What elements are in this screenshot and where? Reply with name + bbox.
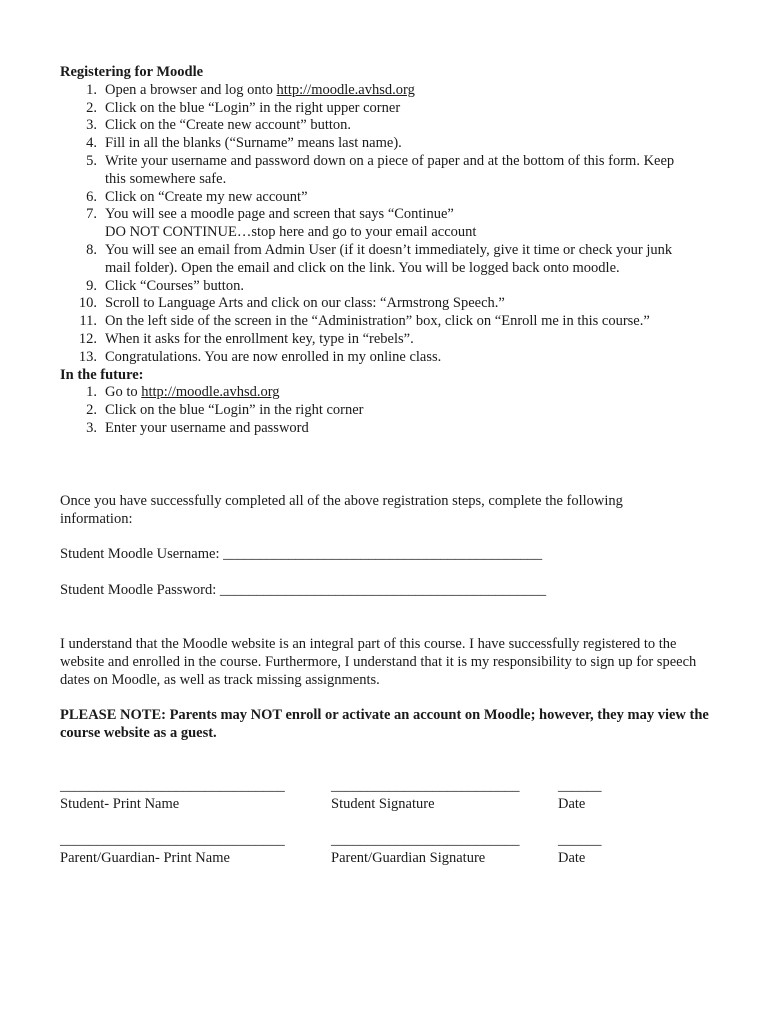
step-text: Write your username and password down on a piece of paper and at the bottom of this form. Keep this somewhere safe. (105, 152, 675, 187)
step-text: Click on the “Create new account” button. (105, 117, 352, 134)
parent-signature-block (331, 832, 520, 868)
list-item (60, 117, 720, 135)
parent-date-block (558, 832, 602, 868)
list-item (60, 295, 720, 313)
list-item (60, 420, 720, 438)
step-number: 6. (86, 188, 97, 205)
parent-signature-label: Parent/Guardian Signature (331, 849, 486, 866)
moodle-link[interactable]: http://moodle.avhsd.org (141, 384, 280, 401)
step-number: 10. (78, 295, 97, 312)
registering-steps (60, 82, 720, 367)
student-signature-block (331, 778, 520, 814)
step-text: You will see a moodle page and screen that says “Continue” (105, 206, 454, 223)
step-number: 1. (86, 384, 97, 401)
future-steps (60, 384, 720, 437)
list-item (60, 402, 720, 420)
list-item (60, 349, 720, 367)
step-number: 3. (86, 117, 97, 134)
step-text: Click on the blue “Login” in the right upper corner (105, 99, 401, 116)
signature-line[interactable]: ______ (558, 832, 602, 848)
step-text: Click “Courses” button. (105, 277, 244, 294)
list-item (60, 135, 720, 153)
step-number: 2. (86, 99, 97, 116)
student-name-label: Student- Print Name (60, 795, 180, 812)
list-item (60, 278, 720, 296)
list-item (60, 313, 720, 331)
parent-name-label: Parent/Guardian- Print Name (60, 849, 230, 866)
step-number: 1. (86, 81, 97, 98)
step-number: 11. (79, 313, 97, 330)
step-text: Congratulations. You are now enrolled in my online class. (105, 348, 442, 365)
completion-intro: Once you have successfully completed all of the above registration steps, complete the following information: (60, 493, 623, 527)
username-field[interactable]: Student Moodle Username: ____________________________________________ (60, 546, 543, 562)
step-number: 2. (86, 402, 97, 419)
signature-line[interactable]: _______________________________ (60, 778, 285, 794)
step-text: Go to (105, 384, 142, 401)
step-warning: DO NOT CONTINUE…stop here and go to your email account (105, 224, 477, 241)
agreement-paragraph: I understand that the Moodle website is an integral part of this course. I have successfully registered to the website and enrolled in the course. Furthermore, I understand that it is my responsibility to sign up for speech dates on Moodle, as well as track missing assignments. (60, 636, 697, 688)
parent-name-block (60, 832, 285, 868)
list-item (60, 384, 720, 402)
student-name-block (60, 778, 285, 814)
step-number: 13. (78, 348, 97, 365)
future-heading: In the future: (60, 366, 144, 383)
list-item (60, 82, 720, 100)
signature-line[interactable]: __________________________ (331, 778, 520, 794)
list-item (60, 331, 720, 349)
password-field[interactable]: Student Moodle Password: _____________________________________________ (60, 582, 547, 598)
step-number: 8. (86, 241, 97, 258)
step-number: 9. (86, 277, 97, 294)
step-text: On the left side of the screen in the “Administration” box, click on “Enroll me in this course.” (105, 313, 650, 330)
list-item (60, 242, 720, 278)
step-number: 7. (86, 206, 97, 223)
registering-section (60, 64, 720, 438)
step-text: When it asks for the enrollment key, type in “rebels”. (105, 330, 414, 347)
parent-date-label: Date (558, 849, 586, 866)
step-text: Fill in all the blanks (“Surname” means last name). (105, 135, 402, 152)
list-item (60, 100, 720, 118)
list-item (60, 153, 720, 189)
signature-line[interactable]: __________________________ (331, 832, 520, 848)
registering-heading: Registering for Moodle (60, 64, 204, 80)
step-text: Scroll to Language Arts and click on our class: “Armstrong Speech.” (105, 295, 505, 312)
step-text: Click on the blue “Login” in the right corner (105, 402, 364, 419)
signature-line[interactable]: _______________________________ (60, 832, 285, 848)
step-text: Click on “Create my new account” (105, 188, 308, 205)
step-number: 4. (86, 135, 97, 152)
step-number: 3. (86, 419, 97, 436)
list-item (60, 206, 720, 242)
moodle-link[interactable]: http://moodle.avhsd.org (276, 81, 415, 98)
list-item (60, 189, 720, 207)
student-signature-label: Student Signature (331, 795, 435, 812)
step-number: 5. (86, 152, 97, 169)
step-text: Enter your username and password (105, 419, 309, 436)
step-number: 12. (78, 330, 97, 347)
parent-note: PLEASE NOTE: Parents may NOT enroll or activate an account on Moodle; however, they may view the course website as a guest. (60, 707, 709, 741)
signature-line[interactable]: ______ (558, 778, 602, 794)
step-text: You will see an email from Admin User (if it doesn’t immediately, give it time or check your junk mail folder). Open the email and click on the link. You will be logged back onto moodle. (105, 241, 673, 276)
student-date-label: Date (558, 795, 586, 812)
student-date-block (558, 778, 602, 814)
step-text: Open a browser and log onto (105, 81, 277, 98)
